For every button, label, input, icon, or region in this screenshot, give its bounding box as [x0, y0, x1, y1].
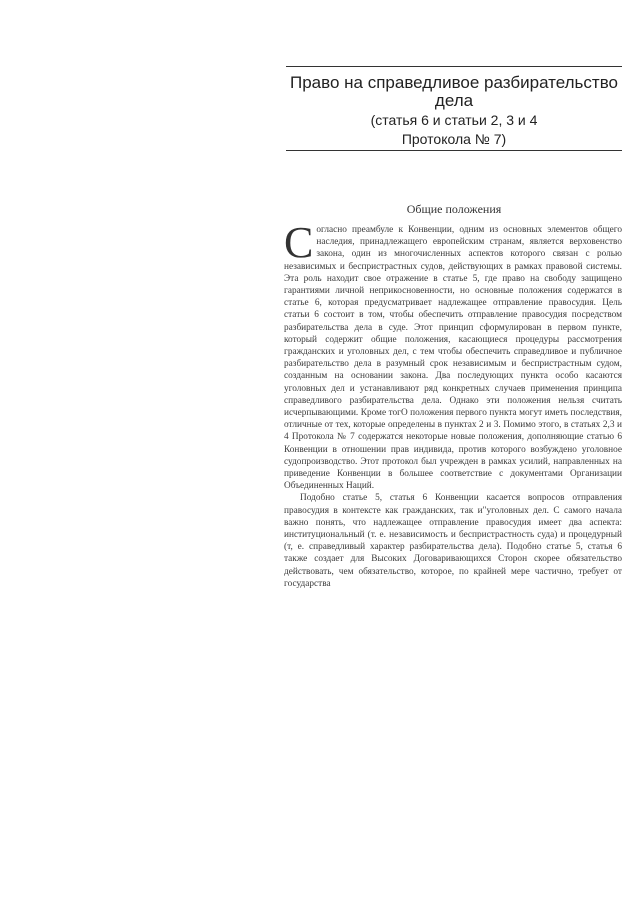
chapter-subtitle-line2: Протокола № 7) [401, 131, 507, 147]
chapter-subtitle-line1: (статья 6 и статьи 2, 3 и 4 [370, 112, 538, 128]
header-bottom-rule [286, 150, 622, 151]
body-text [284, 218, 622, 590]
paragraph-1-text: огласно преамбуле к Конвенции, одним из основных элементов общего наследия, принадлежащего европейским странам, является верховенство закона, один из многочисленных аспектов которого связан с ролью независимых и беспристрастных судов, действующих в рамках правовой системы. Эта роль находит свое отражение в статье 5, где право на свободу защищено гарантиями личной неприкосновенности, но основные положения содержатся в статье 6, которая предусматривает надлежащее отправление правосудия. Цель статьи 6 состоит в том, чтобы обеспечить отправление правосудия посредством разбирательства дела в суде. Этот принцип сформулирован в первом пункте, который содержит общие положения, касающиеся процедуры рассмотрения гражданских и уголовных дел, с тем чтобы обеспечить справедливое и публичное разбирательство дела в разумный срок независимым и беспристрастным судом, созданным на основании закона. Два последующих пункта особо касаются уголовных дел и устанавливают ряд конкретных случаев применения принципа справедливого разбирательства дела. Однако эти положения нельзя считать исчерпывающими. Кроме тогО положения первого пункта могут иметь последствия, отличные от тех, которые определены в пунктах 2 и 3. Помимо этого, в статьях 2,3 и 4 Протокола № 7 содержатся некоторые новые положения, дополняющие статью 6 Конвенции в отношении прав индивида, против которого возбуждено уголовное судопроизводство. Этот протокол был учрежден в рамках усилий, направленных на приведение Конвенции в большее соответствие с документами Организации Объединенных Наций. [284, 225, 622, 492]
header-top-rule [286, 66, 622, 67]
paragraph-2 [284, 492, 622, 590]
paragraph-1 [284, 218, 622, 492]
chapter-title: Право на справедливое разбирательство дела [290, 73, 618, 110]
drop-cap: С [284, 218, 314, 267]
paragraph-2-text: Подобно статье 5, статья 6 Конвенции касается вопросов отправления правосудия в контексте как гражданских, так и"уголовных дел. С самого начала важно понять, что надлежащее отправление правосудия имеет два аспекта: институциональный (т. е. независимость и беспристрастность суда) и процедурный (т, е. справедливый характер разбирательства дела). Подобно статье 5, статья 6 также создает для Высоких Договаривающихся Сторон скорее обязательство действовать, чем обязательство, которое, по крайней мере частично, требует от государства [284, 493, 622, 589]
chapter-title-block [286, 74, 622, 148]
section-heading: Общие положения [406, 202, 502, 216]
